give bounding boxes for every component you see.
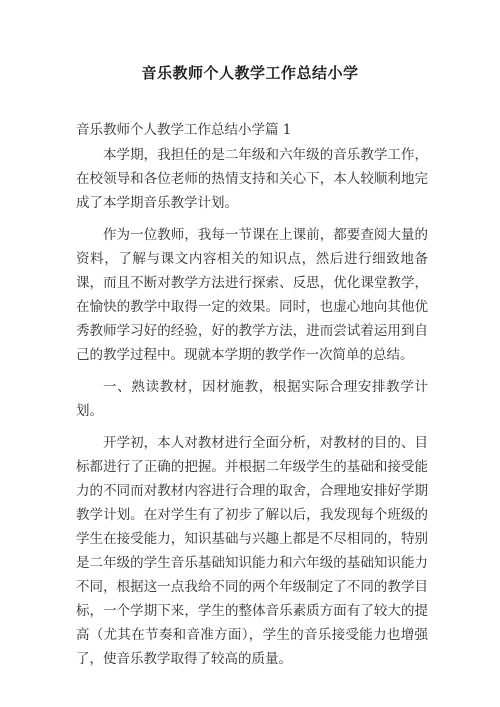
document-title: 音乐教师个人教学工作总结小学 [141, 64, 359, 82]
paragraph: 本学期，我担任的是二年级和六年级的音乐教学工作，在校领导和各位老师的热情支持和关心下，本人较顺利地完成了本学期音乐教学计划。 [76, 147, 428, 211]
section-heading: 音乐教师个人教学工作总结小学篇 1 [76, 122, 292, 138]
paragraph: 开学初，本人对教材进行全面分析，对教材的目的、目标都进行了正确的把握。并根据二年级学生的基础和接受能力的不同而对教材内容进行合理的取舍，合理地安排好学期教学计划。在对学生有了初步了解以后，我发现每个班级的学生在接受能力，知识基础与兴趣上都是不尽相同的，特别是二年级的学生音乐基础知识能力和六年级的基础知识能力不同，根据这一点我给不同的两个年级制定了不同的教学目标，一个学期下来，学生的整体音乐素质方面有了较大的提高（尤其在节奏和音准方面），学生的音乐接受能力也增强了，使音乐教学取得了较高的质量。 [76, 435, 428, 667]
paragraph: 一、熟读教材，因材施教，根据实际合理安排教学计划。 [76, 379, 428, 419]
paragraph: 作为一位教师，我每一节课在上课前，都要查阅大量的资料，了解与课文内容相关的知识点，然后进行细致地备课，而且不断对教学方法进行探索、反思，优化课堂教学，在愉快的教学中取得一定的效果。同时，也虚心地向其他优秀教师学习好的经验，好的教学方法，进而尝试着运用到自己的教学过程中。现就本学期的教学作一次简单的总结。 [76, 227, 428, 363]
document-body [76, 143, 428, 679]
